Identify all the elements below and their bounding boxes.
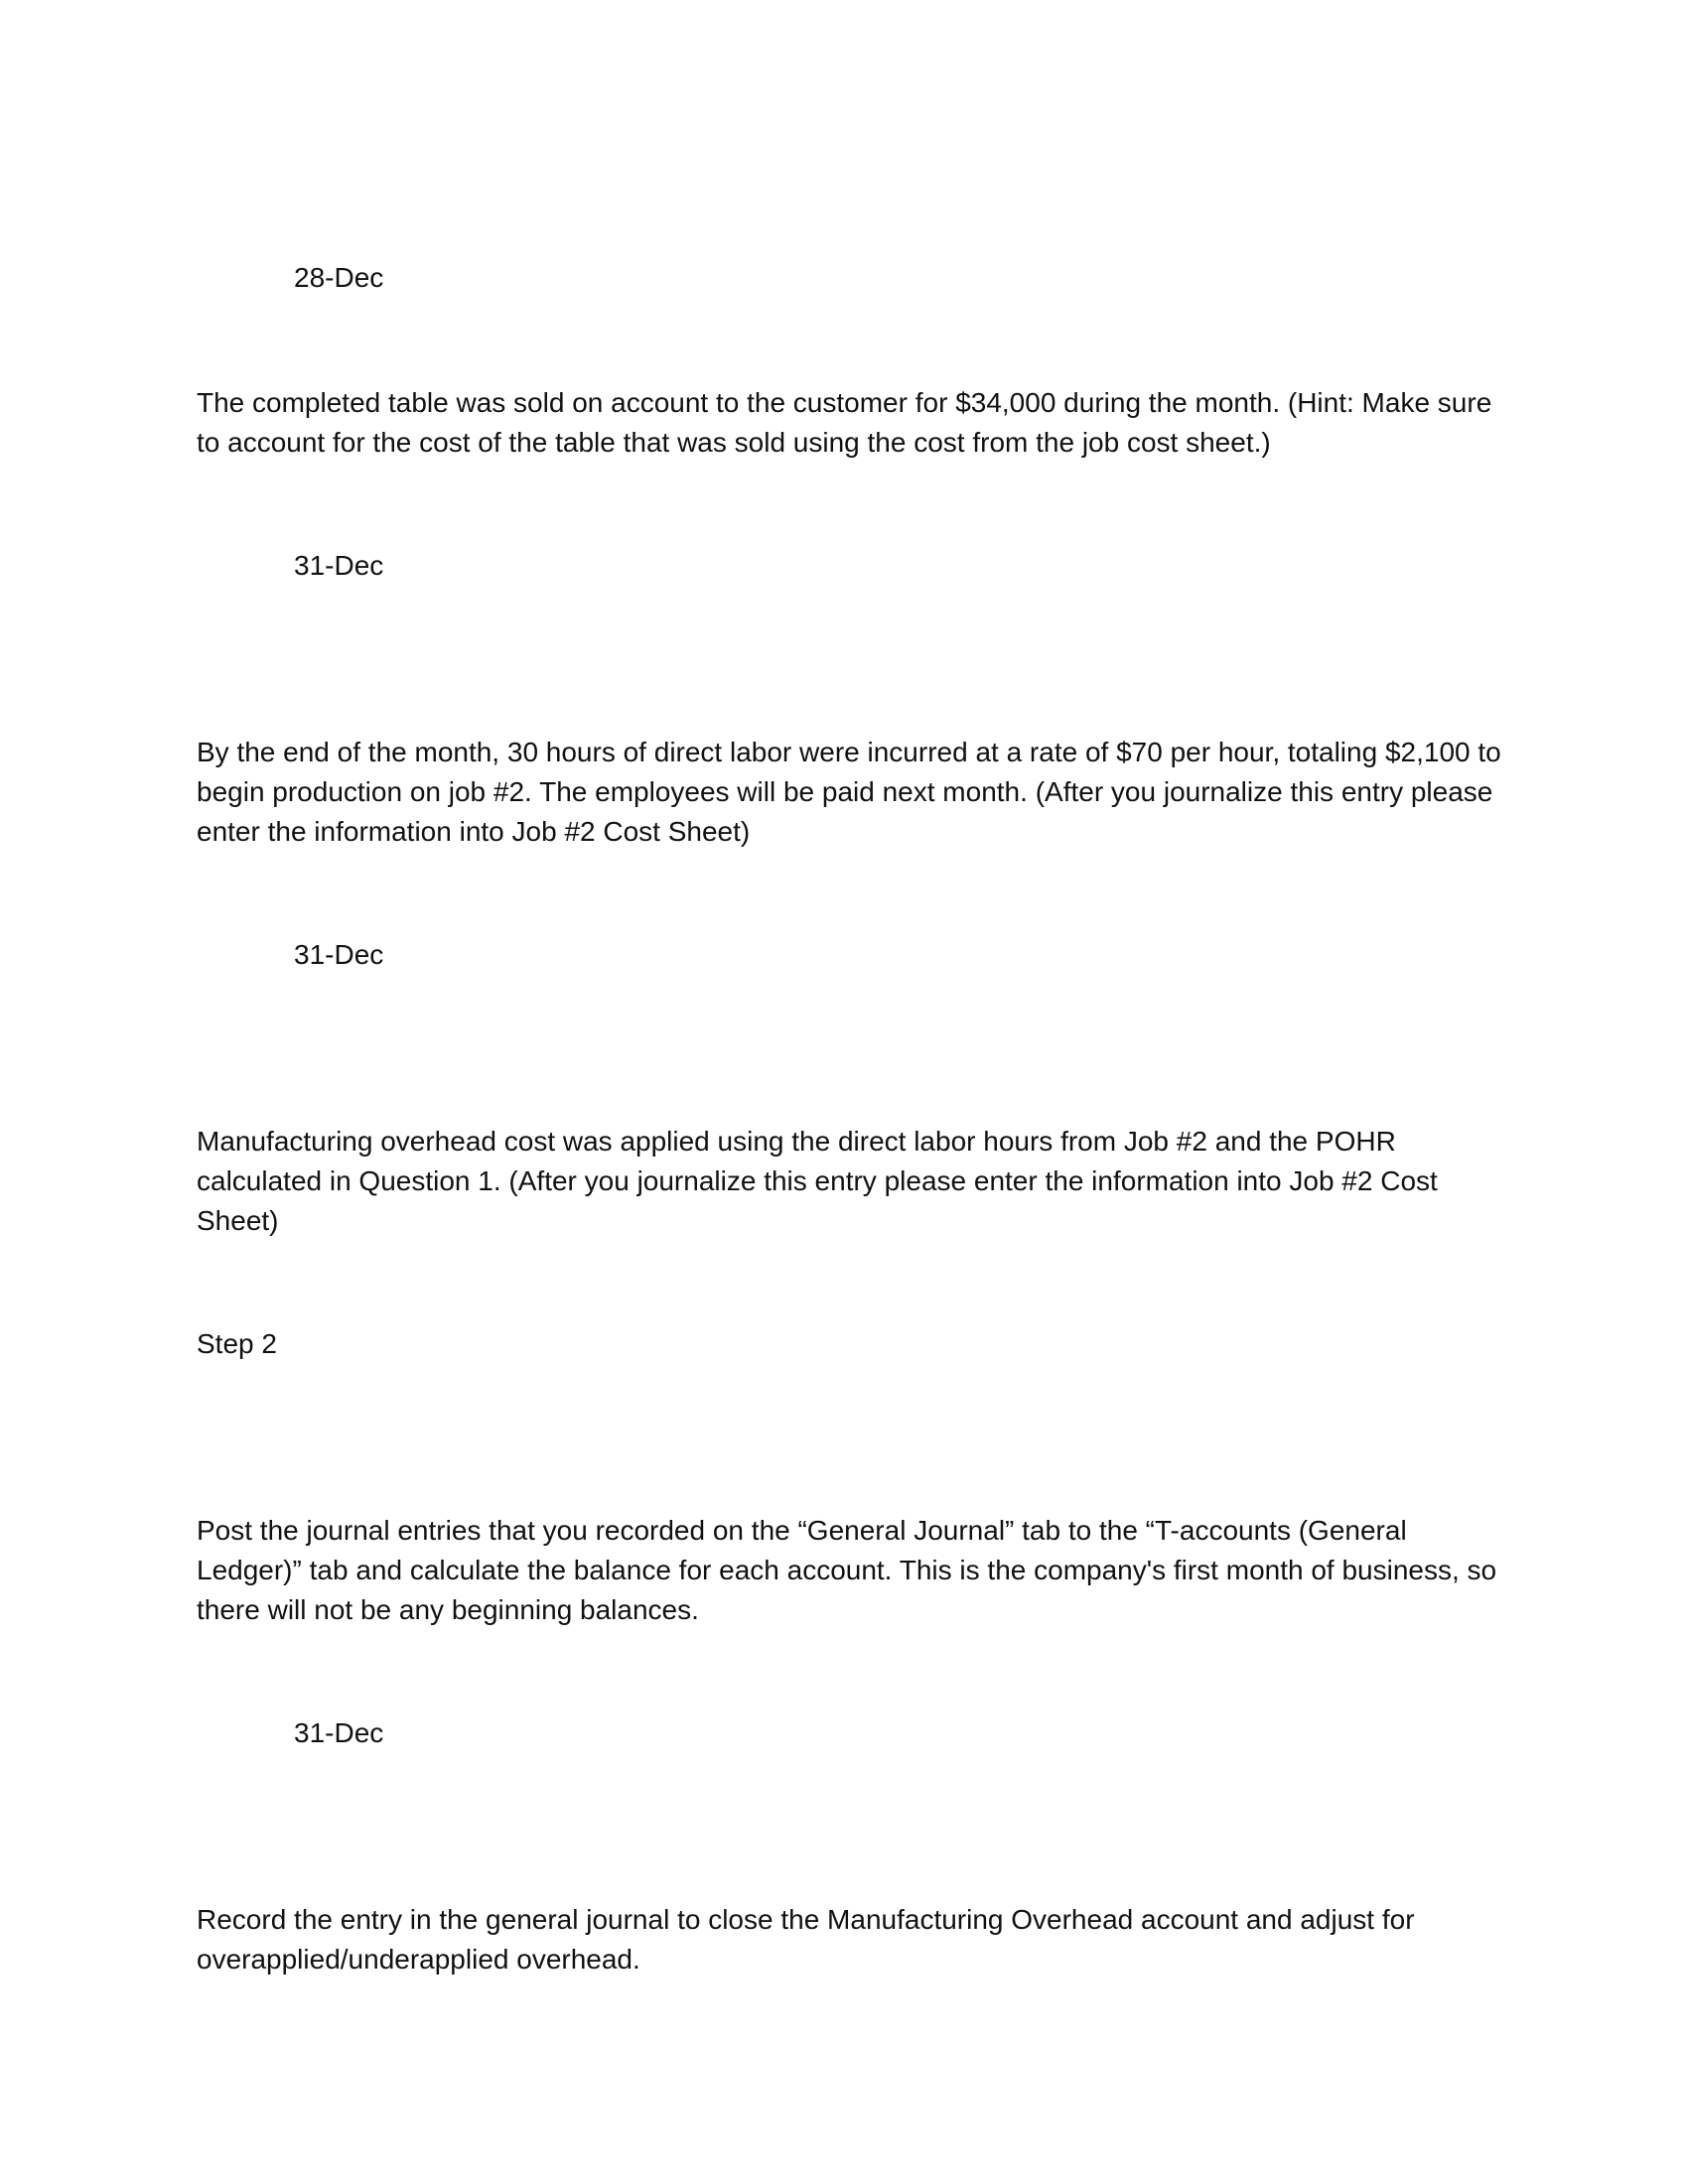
entry-date-31-dec-close: 31-Dec <box>294 1717 384 1748</box>
step-instruction-post-entries: Post the journal entries that you recorded on the “General Journal” tab to the “T-accounts (General Ledger)” tab and calculate the balance for each account. This is the company's first month of business, so there will not be any beginning balances. <box>197 1515 1497 1625</box>
entry-description-close-overhead: Record the entry in the general journal to close the Manufacturing Overhead account and adjust for overapplied/underapplied overhead. <box>197 1904 1415 1975</box>
entry-date-31-dec-labor: 31-Dec <box>294 550 384 581</box>
entry-date-28-dec: 28-Dec <box>294 262 384 293</box>
entry-description-sale-of-table: The completed table was sold on account to the customer for $34,000 during the month. (Hint: Make sure to account for the cost of the table that was sold using the cost from the job cost sheet.) <box>197 387 1492 458</box>
step-heading: Step 2 <box>197 1328 277 1359</box>
entry-date-31-dec-overhead: 31-Dec <box>294 939 384 970</box>
entry-description-overhead-applied: Manufacturing overhead cost was applied using the direct labor hours from Job #2 and the POHR calculated in Question 1. (After you journalize this entry please enter the information into Job #2 Cost Sheet) <box>197 1126 1438 1236</box>
entry-description-direct-labor: By the end of the month, 30 hours of direct labor were incurred at a rate of $70 per hour, totaling $2,100 to begin production on job #2. The employees will be paid next month. (After you journalize this entry please enter the information into Job #2 Cost Sheet) <box>197 737 1501 847</box>
